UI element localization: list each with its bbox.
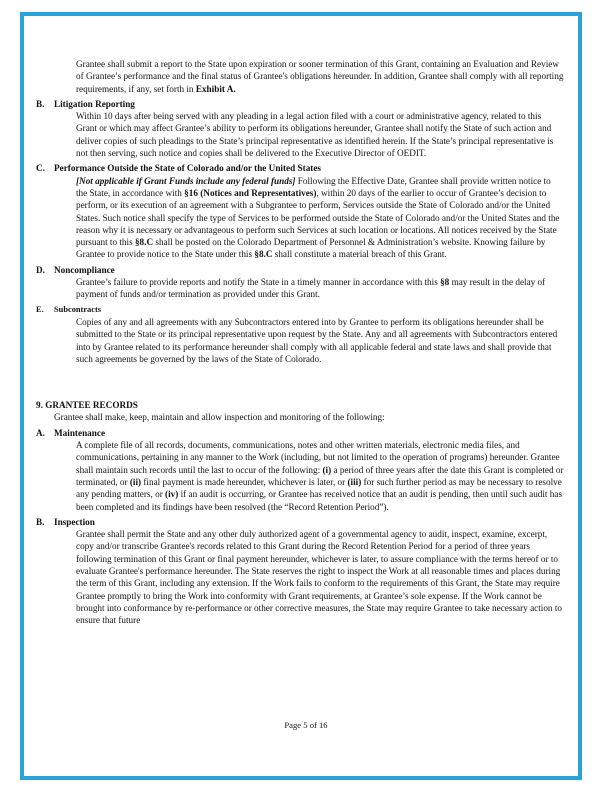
section-9-intro: Grantee shall make, keep, maintain and allow inspection and monitoring of the following:: [54, 412, 385, 423]
section-9-heading: 9. GRANTEE RECORDS: [36, 400, 138, 411]
section-b-heading: B. Litigation Reporting: [36, 98, 135, 109]
section-9a-heading: A. Maintenance: [36, 427, 106, 438]
section-c-heading: C. Performance Outside the State of Colorado and/or the United States: [36, 163, 322, 174]
section-9b-body: Grantee shall permit the State and any other duly authorized agent of a governmental agency to audit, inspect, examine, excerpt, copy and/or transcribe Grantee's records related to this Grant during the Record Retention Period for a period of three years following termination of this Grant or final payment hereunder, whichever is later, to assure compliance with the terms hereof or to evaluate Grantee's performance hereunder. The State reserves the right to inspect the Work at all reasonable times and places during the term of this Grant, including any extension. If the Work fails to conform to the requirements of this Grant, the State may require Grantee promptly to bring the Work into conformity with Grant requirements, at Grantee’s sole expense. If the Work cannot be brought into conformance by re-performance or other corrective measures, the State may require Grantee to take necessary action to ensure that future: [76, 529, 562, 626]
section-c-body: [Not applicable if Grant Funds include any federal funds] Following the Effective Date, Grantee shall provide written notice to the State, in accordance with §16 (Notices and Representatives), within 20 days of the earlier to occur of Grantee’s decision to perform, or its execution of an agreement with a Subgrantee to perform, Services outside the State of Colorado and/or the United States. Such notice shall specify the type of Services to be performed outside the State of Colorado and/or the United States and the reason why it is necessary or advantageous to perform such Services at such location or locations. All notices received by the State pursuant to this §8.C shall be posted on the Colorado Department of Personnel & Administration’s website. Knowing failure by Grantee to provide notice to the State under this §8.C shall constitute a material breach of this Grant.: [76, 175, 560, 260]
page-number: Page 5 of 16: [284, 720, 328, 730]
section-e-heading: E. Subcontracts: [36, 304, 101, 314]
section-e-body: Copies of any and all agreements with any Subcontractors entered into by Grantee to perform its obligations hereunder shall be submitted to the State or its principal representative upon request by the State. Any and all agreements with Subcontractors entered into by Grantee related to its performance hereunder shall comply with all applicable federal and state laws and shall provide that such agreements be governed by the laws of the State of Colorado.: [76, 316, 558, 364]
section-d-heading: D. Noncompliance: [36, 264, 115, 275]
section-9b-heading: B. Inspection: [36, 516, 95, 527]
section-d-body: Grantee’s failure to provide reports and notify the State in a timely manner in accordance with this §8 may result in the delay of payment of funds and/or termination as provided under this Grant.: [76, 277, 546, 300]
intro-paragraph: Grantee shall submit a report to the State upon expiration or sooner termination of this Grant, containing an Evaluation and Review of Grantee’s performance and the final status of Grantee's obligations hereunder. In addition, Grantee shall comply with all reporting requirements, if any, set forth in Exhibit A.: [76, 59, 564, 94]
document-body: [36, 58, 564, 626]
section-9a-body: A complete file of all records, documents, communications, notes and other written materials, electronic media files, and communications, pertaining in any manner to the Work (including, but not limited to the operation of programs) hereunder. Grantee shall maintain such records until the last to occur of the following: (i) a period of three years after the date this Grant is completed or terminated, or (ii) final payment is made hereunder, whichever is later, or (iii) for such further period as may be necessary to resolve any pending matters, or (iv) if an audit is occurring, or Grantee has received notice that an audit is pending, then until such audit has been completed and its findings have been resolved (the “Record Retention Period”).: [76, 440, 564, 512]
section-b-body: Within 10 days after being served with any pleading in a legal action filed with a court or administrative agency, related to this Grant or which may affect Grantee’s ability to perform its obligations hereunder, Grantee shall notify the State of such action and deliver copies of such pleadings to the State’s principal representative as identified herein. If the State’s principal representative is not then serving, such notice and copies shall be delivered to the Executive Director of OEDIT.: [76, 111, 554, 159]
